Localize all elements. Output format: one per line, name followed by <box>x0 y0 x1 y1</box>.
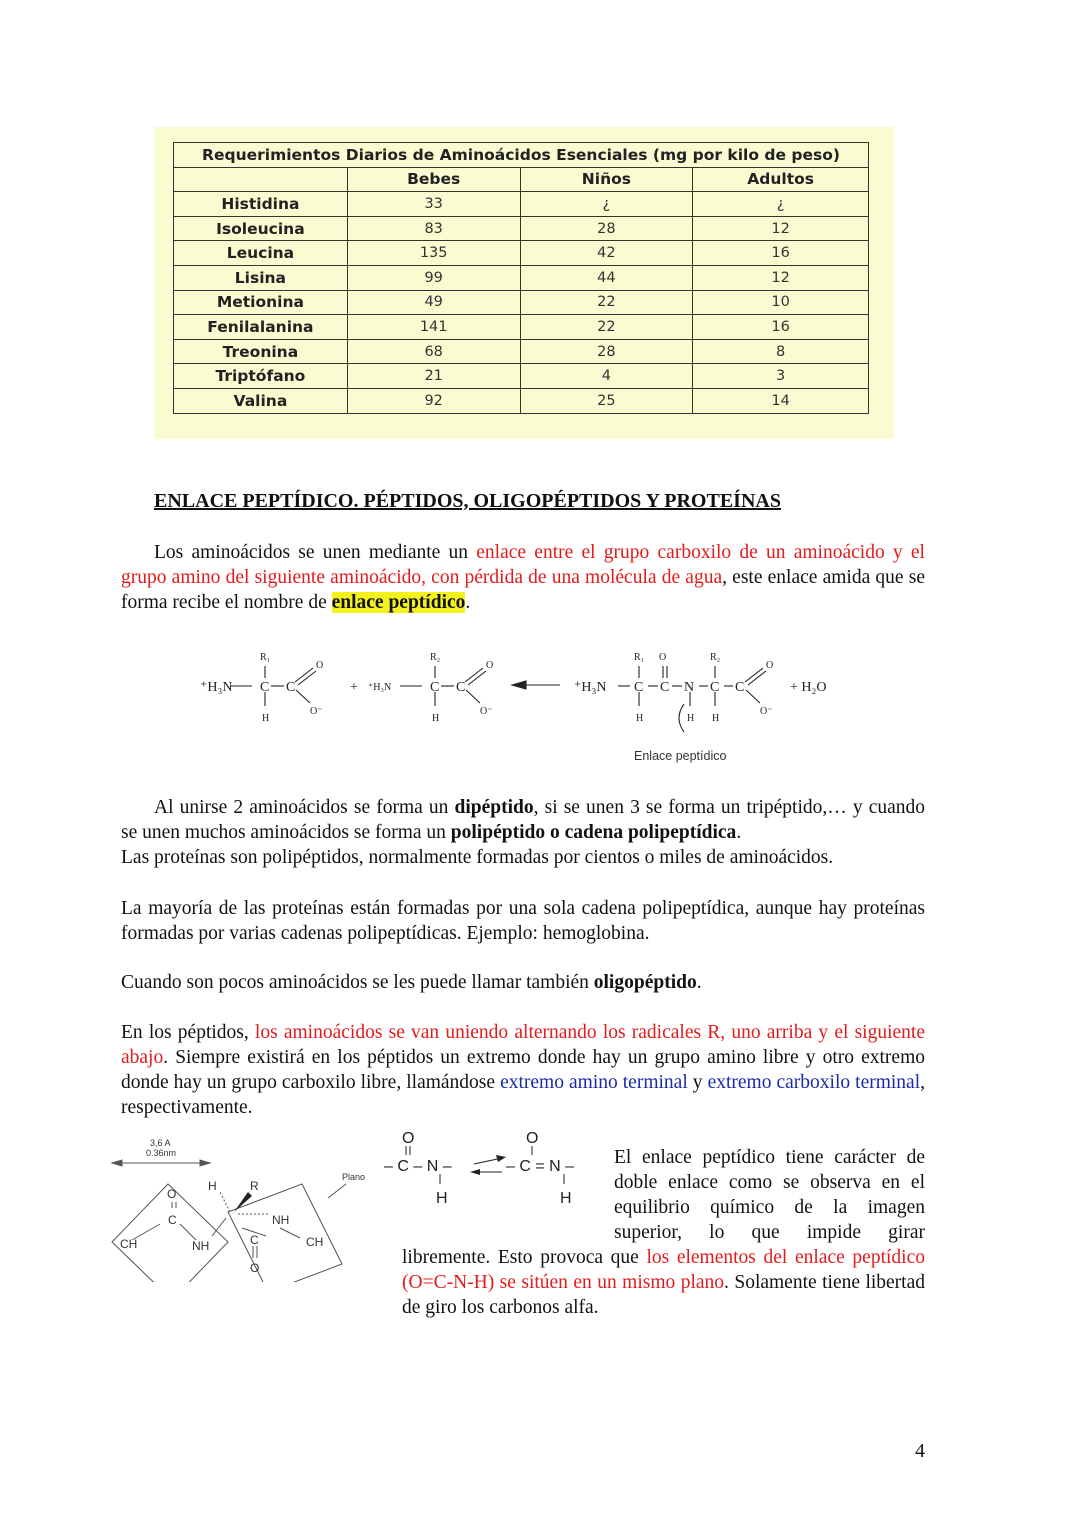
p1-highlight-term: enlace peptídico <box>331 592 466 613</box>
p5-text-a: En los péptidos, <box>121 1022 255 1043</box>
row-label: Leucina <box>174 241 348 266</box>
table-cell: 44 <box>520 265 693 290</box>
single-bond-form: – C – N – <box>384 1158 452 1175</box>
p5-text-e: y <box>687 1072 708 1093</box>
h-label: H <box>712 713 720 724</box>
oxygen-label: O <box>486 660 494 671</box>
table-row <box>174 388 869 413</box>
table-row <box>174 192 869 217</box>
r1-label: R₁ <box>634 652 645 663</box>
table-cell: 135 <box>347 241 520 266</box>
p2-text-c: , si se unen 3 se forma un tripéptido,… y cuando se unen muchos aminoácidos se forma un <box>121 797 926 843</box>
table-title: Requerimientos Diarios de Aminoácidos Esenciales (mg por kilo de peso) <box>174 143 869 168</box>
oxygen-label: O <box>316 660 324 671</box>
h-label: H <box>636 713 644 724</box>
p4-text-c: . <box>696 972 702 993</box>
row-label: Valina <box>174 388 348 413</box>
table-cell: 22 <box>520 315 693 340</box>
p5-text-c: . Siempre existirá en los péptidos un extremo donde hay un grupo amino libre y otro extremo donde hay un grupo carboxilo libre, llamándose <box>121 1047 925 1093</box>
figure-float-spacer <box>402 1145 614 1245</box>
table-body <box>174 192 869 413</box>
p4-text-a: Cuando son pocos aminoácidos se les puede llamar también <box>121 972 594 993</box>
oxygen-minus-label: O⁻ <box>480 706 493 717</box>
peptide-bond-reaction-diagram <box>190 646 870 768</box>
table-cell: 12 <box>693 265 869 290</box>
distance-angstrom: 3,6 A <box>150 1138 171 1148</box>
row-label: Isoleucina <box>174 216 348 241</box>
table-row <box>174 364 869 389</box>
table-row <box>174 339 869 364</box>
carbon-label: C <box>430 680 440 695</box>
table-cell: 49 <box>347 290 520 315</box>
table-cell: 16 <box>693 315 869 340</box>
r2-label: R₂ <box>430 652 441 663</box>
oxygen-label: O <box>659 652 667 663</box>
h-label: H <box>208 1179 217 1193</box>
p4-term-oligopeptido: oligopéptido <box>593 972 697 993</box>
oxygen-label: O <box>402 1130 415 1147</box>
row-label: Lisina <box>174 265 348 290</box>
table-cell: 16 <box>693 241 869 266</box>
table-row <box>174 241 869 266</box>
table-cell: 68 <box>347 339 520 364</box>
oxygen-label-2: O <box>250 1261 260 1275</box>
p5-text-red: los aminoácidos se van uniendo alternando los radicales R, uno arriba y el siguiente abajo <box>121 1022 925 1068</box>
p5-carboxyl-terminal: extremo carboxilo terminal <box>707 1072 921 1093</box>
row-label: Histidina <box>174 192 348 217</box>
p5-text-g: , respectivamente. <box>121 1072 926 1118</box>
table-cell: ¿ <box>520 192 693 217</box>
nh-label-2: NH <box>272 1213 290 1227</box>
carbon-label: C <box>735 680 745 695</box>
carbon-label: C <box>168 1213 177 1227</box>
table-cell: 12 <box>693 216 869 241</box>
oxygen-label: O <box>766 660 774 671</box>
table-cell: 28 <box>520 216 693 241</box>
oxygen-minus-label: O⁻ <box>760 706 773 717</box>
plus-sign: + <box>350 680 358 695</box>
plane-label: Plano <box>342 1172 366 1182</box>
carbon-label: C <box>660 680 670 695</box>
p5-amino-terminal: extremo amino terminal <box>500 1072 688 1093</box>
r-label: R <box>250 1179 259 1193</box>
paragraph-hemoglobin: La mayoría de las proteínas están formadas por una sola cadena polipeptídica, aunque hay proteínas formadas por varias cadenas polipeptídicas. Ejemplo: hemoglobina. <box>121 898 925 944</box>
p2-proteins: Las proteínas son polipéptidos, normalmente formadas por cientos o miles de aminoácidos. <box>121 847 834 868</box>
h-label: H <box>432 713 440 724</box>
ch-label-left: CH <box>120 1237 138 1251</box>
paragraph-oligopeptide <box>121 970 925 995</box>
p1-text-e: . <box>465 592 471 613</box>
table-cell: 10 <box>693 290 869 315</box>
peptide-plane-figure <box>110 1132 380 1282</box>
table-row <box>174 216 869 241</box>
nh-label: NH <box>192 1239 210 1253</box>
table-cell: 3 <box>693 364 869 389</box>
p2-text-a: Al unirse 2 aminoácidos se forma un <box>154 797 455 818</box>
double-bond-form: – C = N – <box>506 1158 575 1175</box>
amino-acid-table-panel <box>154 127 894 439</box>
h-label: H <box>262 713 270 724</box>
p6-text-c: . Solamente tiene libertad de giro los carbonos alfa. <box>402 1272 926 1318</box>
p6-text-red: los elementos del enlace peptídico (O=C-N-H) se sitúen en un mismo plano <box>402 1247 925 1293</box>
p1-text-c: , este enlace amida que se forma recibe el nombre de <box>121 567 926 613</box>
amino-acid-requirements-table <box>173 142 869 414</box>
h-label-2: H <box>560 1190 572 1207</box>
p1-text-a: Los aminoácidos se unen mediante un <box>154 542 477 563</box>
table-row <box>174 265 869 290</box>
table-cell: 83 <box>347 216 520 241</box>
table-cell: ¿ <box>693 192 869 217</box>
paragraph-dipeptide <box>121 795 925 870</box>
table-cell: 25 <box>520 388 693 413</box>
h3n-plus-1: ⁺H₃N <box>200 680 233 695</box>
table-cell: 8 <box>693 339 869 364</box>
carbon-label: C <box>634 680 644 695</box>
table-cell: 22 <box>520 290 693 315</box>
column-header-bebes: Bebes <box>347 167 520 192</box>
table-cell: 99 <box>347 265 520 290</box>
table-cell: 42 <box>520 241 693 266</box>
wedge-bond <box>234 1192 252 1212</box>
table-cell: 28 <box>520 339 693 364</box>
r2-label: R₂ <box>710 652 721 663</box>
row-label: Fenilalanina <box>174 315 348 340</box>
paragraph-double-bond-character <box>402 1145 925 1320</box>
p1-text-red: enlace entre el grupo carboxilo de un aminoácido y el grupo amino del siguiente aminoácido, con pérdida de una molécula de agua <box>121 542 925 588</box>
column-header-adultos: Adultos <box>693 167 869 192</box>
table-cell: 33 <box>347 192 520 217</box>
paragraph-terminal-ends <box>121 1020 925 1120</box>
r1-label: R₁ <box>260 652 271 663</box>
table-cell: 92 <box>347 388 520 413</box>
distance-nm: 0.36nm <box>146 1148 177 1158</box>
table-row <box>174 315 869 340</box>
peptide-bond-label: Enlace peptídico <box>634 749 727 763</box>
table-cell: 141 <box>347 315 520 340</box>
carbon-label: C <box>260 680 270 695</box>
table-cell: 21 <box>347 364 520 389</box>
paragraph-peptide-bond-intro <box>121 540 925 615</box>
h-label: H <box>436 1190 448 1207</box>
p6-text-a: El enlace peptídico tiene carácter de doble enlace como se observa en el equilibrio químico de la imagen superior, lo que impide girar libremente. Esto provoca que <box>402 1147 925 1268</box>
table-corner <box>174 167 348 192</box>
table-cell: 14 <box>693 388 869 413</box>
carbon-label: C <box>286 680 296 695</box>
ch-label-right: CH <box>306 1235 324 1249</box>
water-label: + H₂O <box>790 680 827 695</box>
p2-main <box>121 795 925 845</box>
p2-term-polipeptido: polipéptido o cadena polipeptídica <box>450 822 737 843</box>
row-label: Treonina <box>174 339 348 364</box>
page-number: 4 <box>915 1440 925 1462</box>
row-label: Metionina <box>174 290 348 315</box>
carbon-label: C <box>456 680 466 695</box>
column-header-ninos: Niños <box>520 167 693 192</box>
carbon-label: C <box>710 680 720 695</box>
carbon-label-2: C <box>250 1233 259 1247</box>
h-label: H <box>687 713 695 724</box>
row-label: Triptófano <box>174 364 348 389</box>
p2-text-e: . <box>736 822 742 843</box>
table-cell: 4 <box>520 364 693 389</box>
h3n-plus-2: ⁺H₃N <box>368 682 392 693</box>
oxygen-label: O <box>167 1187 177 1201</box>
oxygen-label-2: O <box>526 1130 539 1147</box>
h3n-plus-3: ⁺H₃N <box>574 680 607 695</box>
p2-term-dipeptido: dipéptido <box>454 797 534 818</box>
oxygen-minus-label: O⁻ <box>310 706 323 717</box>
section-heading: ENLACE PEPTÍDICO. PÉPTIDOS, OLIGOPÉPTIDOS Y PROTEÍNAS <box>154 490 781 512</box>
nitrogen-label: N <box>684 680 695 695</box>
table-row <box>174 290 869 315</box>
